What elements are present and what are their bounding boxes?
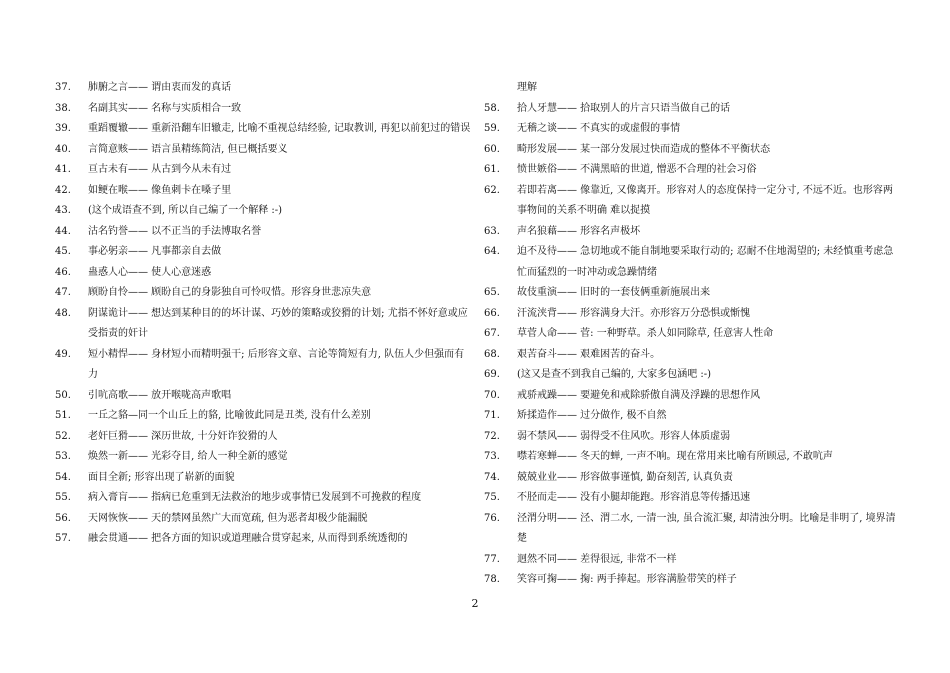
entry-text: 笑容可掬—— 掬: 两手捧起。形容满脸带笑的样子	[517, 574, 737, 585]
entry-text: 短小精悍—— 身材短小而精明强干; 后形容文章、言论等简短有力, 队伍人少但强而有力	[88, 348, 465, 380]
entry-number: 76.	[484, 512, 500, 524]
entry-number: 74.	[484, 471, 500, 483]
idiom-entry	[484, 406, 896, 427]
entry-number: 72.	[484, 430, 500, 442]
entry-text: 肺腑之言—— 谓由衷而发的真话	[88, 82, 232, 93]
entry-number: 37.	[55, 82, 71, 93]
idiom-entry	[484, 283, 896, 304]
idiom-entry	[484, 345, 896, 366]
entry-number: 70.	[484, 389, 500, 401]
entry-number: 47.	[55, 287, 71, 298]
entry-number: 58.	[484, 102, 500, 114]
entry-number: 78.	[484, 574, 500, 585]
entry-text: 泾渭分明—— 泾、渭二水, 一清一浊, 虽合流汇聚, 却清浊分明。比喻是非明了, 境界清楚	[517, 512, 896, 544]
entry-text: 弱不禁风—— 弱得受不住风吹。形容人体质虚弱	[517, 430, 731, 442]
entry-text: 焕然一新—— 光彩夺目, 给人一种全新的感觉	[88, 451, 288, 462]
entry-text: 顾盼自怜—— 顾盼自己的身影独自可怜叹惜。形容身世悲凉失意	[88, 287, 372, 298]
entry-text: (这又是查不到我自己编的, 大家多包涵吧 :-)	[517, 369, 712, 380]
entry-text: 病入膏肓—— 指病已危重到无法救治的地步或事情已发展到不可挽救的程度	[88, 492, 422, 503]
idiom-entry	[484, 242, 896, 283]
entry-text: 噤若寒蝉—— 冬天的蝉, 一声不响。现在常用来比喻有所顾忌, 不敢吭声	[517, 451, 833, 462]
idiom-entry	[484, 509, 896, 550]
entry-text: 蛊惑人心—— 使人心意迷惑	[88, 266, 212, 278]
entry-number: 55.	[55, 492, 71, 503]
entry-text: 草菅人命—— 菅: 一种野草。杀人如同除草, 任意害人性命	[517, 328, 774, 339]
entry-number: 40.	[55, 143, 71, 155]
idiom-entry	[55, 345, 473, 386]
idiom-entry	[55, 488, 473, 509]
entry-text: (这个成语查不到, 所以自己编了一个解释 :-)	[88, 205, 283, 216]
entry-text: 戒骄戒躁—— 要避免和戒除骄傲自满及浮躁的思想作风	[517, 389, 761, 401]
idiom-entry	[55, 468, 473, 489]
entry-number: 57.	[55, 533, 71, 544]
entry-text: 沽名钓誉—— 以不正当的手法博取名誉	[88, 225, 262, 237]
idiom-entry	[484, 140, 896, 161]
entry-text: 阴谋诡计—— 想达到某种目的的坏计谋、巧妙的策略或狡猾的计划; 尤指不怀好意或应受指责的奸计	[88, 307, 468, 339]
idiom-entry	[484, 570, 896, 591]
idiom-entry	[55, 509, 473, 530]
entry-text: 无稽之谈—— 不真实的或虚假的事情	[517, 123, 681, 134]
idiom-entry	[484, 468, 896, 489]
entry-number: 49.	[55, 348, 71, 360]
entry-text: 一丘之貉—同一个山丘上的貉, 比喻彼此同是丑类, 没有什么差别	[88, 410, 371, 421]
entry-text: 融会贯通—— 把各方面的知识或道理融合贯穿起来, 从而得到系统透彻的	[88, 533, 408, 544]
idiom-entry	[484, 488, 896, 509]
entry-text: 不胫而走—— 没有小腿却能跑。形容消息等传播迅速	[517, 492, 751, 503]
idiom-entry	[484, 119, 896, 140]
right-column	[484, 78, 896, 591]
entry-number: 68.	[484, 348, 500, 360]
entry-text: 如鲠在喉—— 像鱼刺卡在嗓子里	[88, 184, 232, 196]
entry-number: 44.	[55, 225, 71, 237]
idiom-entry	[484, 365, 896, 386]
idiom-entry	[484, 447, 896, 468]
entry-number: 71.	[484, 410, 500, 421]
idiom-entry	[55, 427, 473, 448]
entry-number: 61.	[484, 164, 500, 175]
left-column	[55, 78, 473, 550]
idiom-entry	[55, 529, 473, 550]
idiom-entry	[484, 181, 896, 222]
entry-text: 天网恢恢—— 天的禁网虽然广大而宽疏, 但为恶者却极少能漏脱	[88, 512, 368, 524]
entry-number: 46.	[55, 266, 71, 278]
entry-number: 48.	[55, 307, 71, 319]
idiom-entry	[484, 386, 896, 407]
entry-number: 75.	[484, 492, 500, 503]
idiom-entry	[55, 181, 473, 202]
entry-number: 77.	[484, 553, 500, 565]
entry-text: 引吭高歌—— 放开喉咙高声歌唱	[88, 389, 232, 401]
entry-number: 66.	[484, 307, 500, 319]
page-number: 2	[471, 597, 479, 610]
entry-text: 重蹈覆辙—— 重新沿翻车旧辙走, 比喻不重视总结经验, 记取教训, 再犯以前犯过的错误	[88, 123, 471, 134]
idiom-entry	[55, 140, 473, 161]
entry-text: 艰苦奋斗—— 艰难困苦的奋斗。	[517, 348, 661, 360]
entry-number: 56.	[55, 512, 71, 524]
idiom-entry	[484, 99, 896, 120]
entry-text: 老奸巨猾—— 深历世故, 十分奸诈狡猾的人	[88, 430, 278, 442]
entry-number: 42.	[55, 184, 71, 196]
idiom-entry	[55, 99, 473, 120]
idiom-entry	[55, 386, 473, 407]
entry-number: 69.	[484, 369, 500, 380]
entry-number: 41.	[55, 164, 71, 175]
entry-number: 52.	[55, 430, 71, 442]
entry-number: 62.	[484, 184, 500, 196]
entry-number: 53.	[55, 451, 71, 462]
entry-text: 迫不及待—— 急切地或不能自制地要采取行动的; 忍耐不住地渴望的; 未经慎重考虑急忙而猛烈的一时冲动或急躁情绪	[517, 246, 894, 278]
entry-text: 畸形发展—— 某一部分发展过快而造成的整体不平衡状态	[517, 143, 771, 155]
idiom-entry	[55, 201, 473, 222]
entry-number: 64.	[484, 246, 500, 257]
idiom-entry	[484, 427, 896, 448]
idiom-entry	[55, 263, 473, 284]
idiom-entry	[55, 78, 473, 99]
entry-text: 亘古未有—— 从古到今从未有过	[88, 164, 232, 175]
entry-text: 面目全新; 形容出现了崭新的面貌	[88, 471, 235, 483]
entry-number: 54.	[55, 471, 71, 483]
idiom-entry	[55, 119, 473, 140]
idiom-entry	[484, 550, 896, 571]
entry-text: 拾人牙慧—— 拾取别人的片言只语当做自己的话	[517, 102, 731, 114]
idiom-entry	[484, 222, 896, 243]
idiom-entry	[55, 160, 473, 181]
entry-number: 39.	[55, 123, 71, 134]
continuation-text: 理解	[517, 82, 537, 93]
idiom-entry	[55, 406, 473, 427]
idiom-entry	[484, 160, 896, 181]
entry-number: 43.	[55, 205, 71, 216]
idiom-entry	[484, 304, 896, 325]
entry-text: 声名狼藉—— 形容名声极坏	[517, 225, 641, 237]
entry-number: 59.	[484, 123, 500, 134]
entry-text: 言简意赅—— 语言虽精练简洁, 但已概括要义	[88, 143, 288, 155]
entry-number: 60.	[484, 143, 500, 155]
entry-number: 38.	[55, 102, 71, 114]
entry-text: 名副其实—— 名称与实质相合一致	[88, 102, 242, 114]
entry-number: 50.	[55, 389, 71, 401]
entry-number: 65.	[484, 287, 500, 298]
idiom-entry	[55, 283, 473, 304]
idiom-entry	[55, 447, 473, 468]
entry-text: 愤世嫉俗—— 不满黑暗的世道, 憎恶不合理的社会习俗	[517, 164, 757, 175]
idiom-entry	[55, 242, 473, 263]
idiom-entry	[55, 304, 473, 345]
entry-text: 若即若离—— 像靠近, 又像离开。形容对人的态度保持一定分寸, 不远不近。也形容两事物间的关系不明确 难以捉摸	[517, 184, 893, 216]
entry-text: 事必躬亲—— 凡事都亲自去做	[88, 246, 222, 257]
entry-number: 73.	[484, 451, 500, 462]
idiom-entry	[55, 222, 473, 243]
entry-text: 兢兢业业—— 形容做事谨慎, 勤奋刻苦, 认真负责	[517, 471, 733, 483]
entry-number: 51.	[55, 410, 71, 421]
entry-text: 矫揉造作—— 过分做作, 极不自然	[517, 410, 667, 421]
entry-text: 汗流浃背—— 形容满身大汗。亦形容万分恐惧或惭愧	[517, 307, 751, 319]
entry-text: 故伎重演—— 旧时的一套伎俩重新施展出来	[517, 287, 711, 298]
entry-number: 63.	[484, 225, 500, 237]
entry-number: 45.	[55, 246, 71, 257]
idiom-entry	[484, 324, 896, 345]
entry-text: 迥然不同—— 差得很远, 非常不一样	[517, 553, 677, 565]
entry-number: 67.	[484, 328, 500, 339]
